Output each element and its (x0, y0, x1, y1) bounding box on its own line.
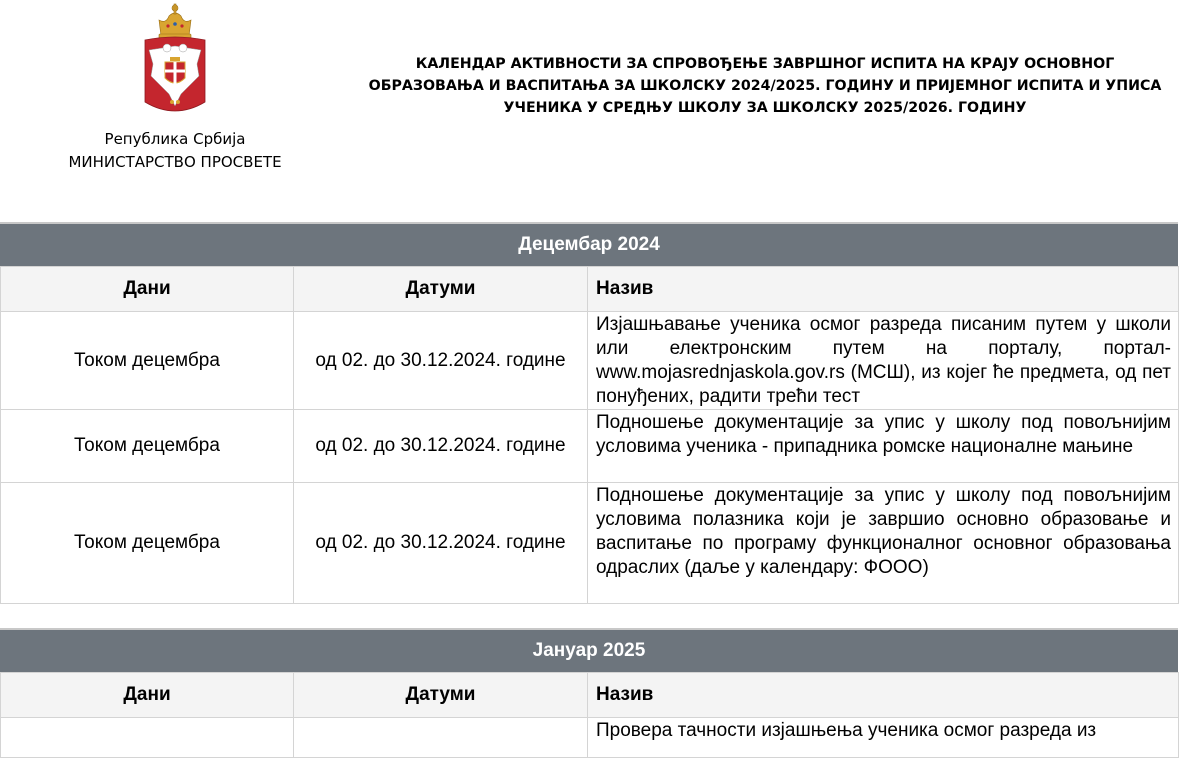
ministry-label: МИНИСТАРСТВО ПРОСВЕТЕ (68, 153, 282, 171)
document-header (0, 0, 1200, 222)
month-title-bar: Децембар 2024 (0, 222, 1178, 266)
coat-of-arms-icon (139, 2, 211, 120)
column-header-name: Назив (588, 267, 1179, 312)
month-section-december (0, 222, 1178, 604)
cell-name: Провера тачности изјашњења ученика осмог разреда из (588, 718, 1179, 758)
title-line-1: КАЛЕНДАР АКТИВНОСТИ ЗА СПРОВОЂЕЊЕ ЗАВРШНОГ ИСПИТА НА КРАЈУ ОСНОВНОГ (415, 56, 1115, 72)
cell-dates: од 02. до 30.12.2024. године (294, 410, 588, 483)
column-header-name: Назив (588, 673, 1179, 718)
table-header-row (1, 673, 1179, 718)
table-header-row (1, 267, 1179, 312)
column-header-dates: Датуми (294, 673, 588, 718)
table-row (1, 483, 1179, 604)
column-header-dates: Датуми (294, 267, 588, 312)
title-line-3: УЧЕНИКА У СРЕДЊУ ШКОЛУ ЗА ШКОЛСКУ 2025/2026. ГОДИНУ (503, 100, 1027, 116)
document-title (360, 53, 1170, 119)
cell-name: Подношење документације за упис у школу под повољнијим условима ученика - припадника ромске националне мањине (588, 410, 1179, 483)
cell-dates: од 02. до 30.12.2024. године (294, 483, 588, 604)
cell-days: Током децембра (1, 483, 294, 604)
cell-dates: од 02. до 30.12.2024. године (294, 312, 588, 410)
cell-name: Подношење документације за упис у школу под повољнијим условима полазника који је завршио основно образовање и васпитање по програму функционалног основног образовања одраслих (даље у календару: ФООО) (588, 483, 1179, 604)
calendar-table (0, 672, 1179, 758)
column-header-days: Дани (1, 673, 294, 718)
table-row (1, 718, 1179, 758)
cell-dates (294, 718, 588, 758)
title-line-2: ОБРАЗОВАЊА И ВАСПИТАЊА ЗА ШКОЛСКУ 2024/2025. ГОДИНУ И ПРИЈЕМНОГ ИСПИТА И УПИСА (368, 78, 1162, 94)
column-header-days: Дани (1, 267, 294, 312)
table-row (1, 312, 1179, 410)
calendar-table (0, 266, 1179, 604)
cell-days (1, 718, 294, 758)
cell-days: Током децембра (1, 410, 294, 483)
republic-label: Република Србија (104, 130, 246, 148)
cell-days: Током децембра (1, 312, 294, 410)
month-section-january (0, 628, 1178, 758)
month-title-bar: Јануар 2025 (0, 628, 1178, 672)
table-row (1, 410, 1179, 483)
cell-name: Изјашњавање ученика осмог разреда писаним путем у школи или електронским путем на порталу, портал- www.mojasrednjaskola.gov.rs (МСШ), из којег ће предмета, од пет понуђених, радити трећи тест (588, 312, 1179, 410)
organization-block (40, 128, 310, 174)
